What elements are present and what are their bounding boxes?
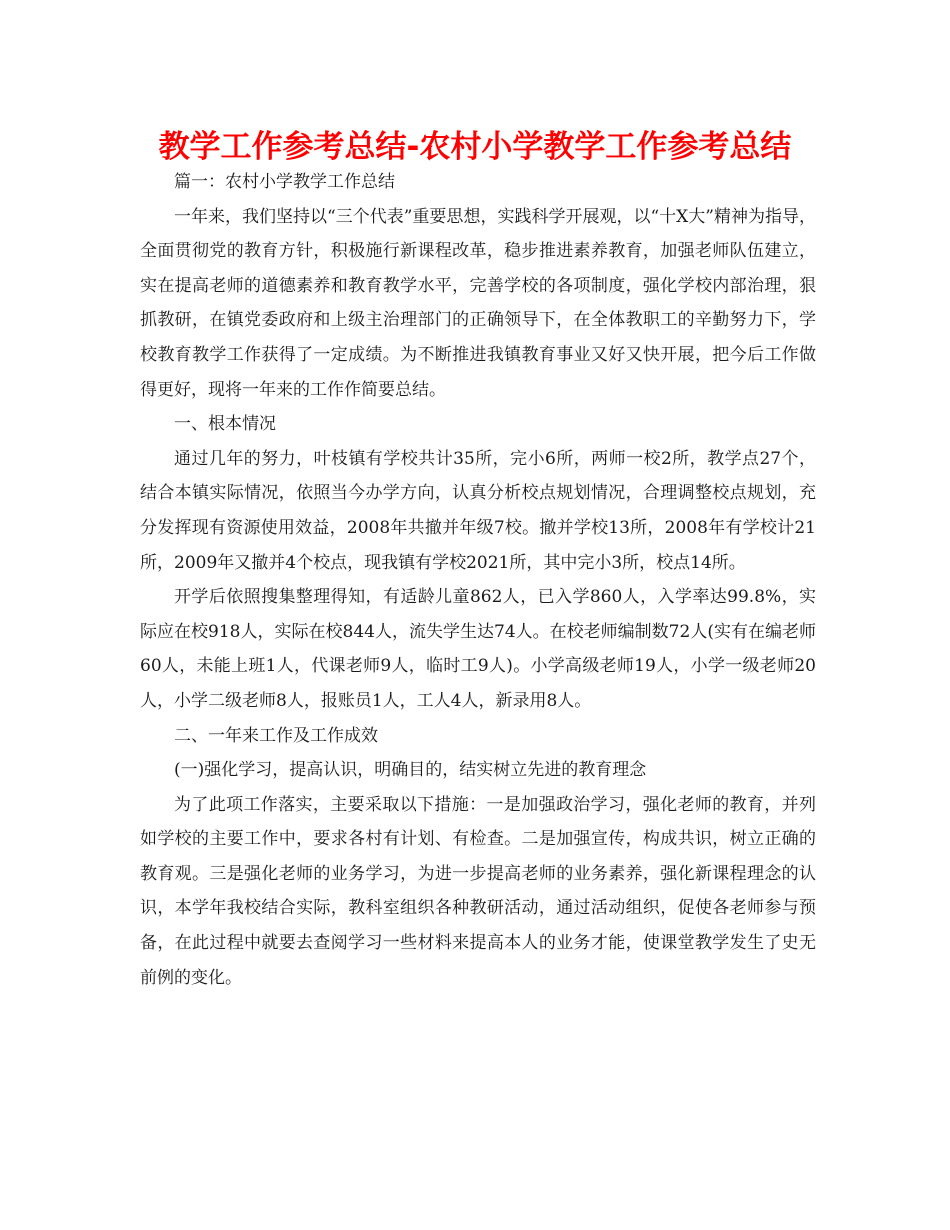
paragraph-enrollment: 开学后依照搜集整理得知，有适龄儿童862人，已入学860人，入学率达99.8%，实际应在校918人，实际在校844人，流失学生达74人。在校老师编制数72人(实有在编老师60人，未能上班1人，代课老师9人，临时工9人)。小学高级老师19人，小学一级老师20人，小学二级老师8人，报账员1人，工人4人，新录用8人。 — [140, 587, 816, 711]
paragraph-schools: 通过几年的努力，叶枝镇有学校共计35所，完小6所，两师一校2所，教学点27个，结合本镇实际情况，依照当今办学方向，认真分析校点规划情况，合理调整校点规划，充分发挥现有资源使用效益，2008年共撤并年级7校。撤并学校13所，2008年有学校计21所，2009年又撤并4个校点，现我镇有学校2021所，其中完小3所，校点14所。 — [140, 448, 816, 573]
paragraph-measures: 为了此项工作落实，主要采取以下措施：一是加强政治学习，强化老师的教育，并列如学校的主要工作中，要求各村有计划、有检查。二是加强宣传，构成共识，树立正确的教育观。三是强化老师的业务学习，为进一步提高老师的业务素养，强化新课程理念的认识，本学年我校结合实际，教科室组织各种教研活动，通过活动组织，促使各老师参与预备，在此过程中就要去查阅学习一些材料来提高本人的业务才能，使课堂教学发生了史无前例的变化。 — [140, 794, 816, 988]
section-heading-achievements: 二、一年来工作及工作成效 — [174, 725, 378, 746]
part-heading: 篇一：农村小学教学工作总结 — [174, 172, 395, 192]
section-heading-basic-situation: 一、根本情况 — [174, 414, 276, 435]
paragraph-intro: 一年来，我们坚持以“三个代表”重要思想，实践科学开展观，以“十X大”精神为指导，全面贯彻党的教育方针，积极施行新课程改革，稳步推进素养教育，加强老师队伍建立，实在提高老师的道德素养和教育教学水平，完善学校的各项制度，强化学校内部治理，狠抓教研，在镇党委政府和上级主治理部门的正确领导下，在全体教职工的辛勤努力下，学校教育教学工作获得了一定成绩。为不断推进我镇教育事业又好又快开展，把今后工作做得更好，现将一年来的工作作简要总结。 — [140, 206, 816, 400]
document-body — [140, 165, 816, 995]
document-title: 教学工作参考总结-农村小学教学工作参考总结 — [158, 129, 792, 165]
subsection-heading-learning: (一)强化学习，提高认识，明确目的，结实树立先进的教育理念 — [174, 760, 647, 781]
